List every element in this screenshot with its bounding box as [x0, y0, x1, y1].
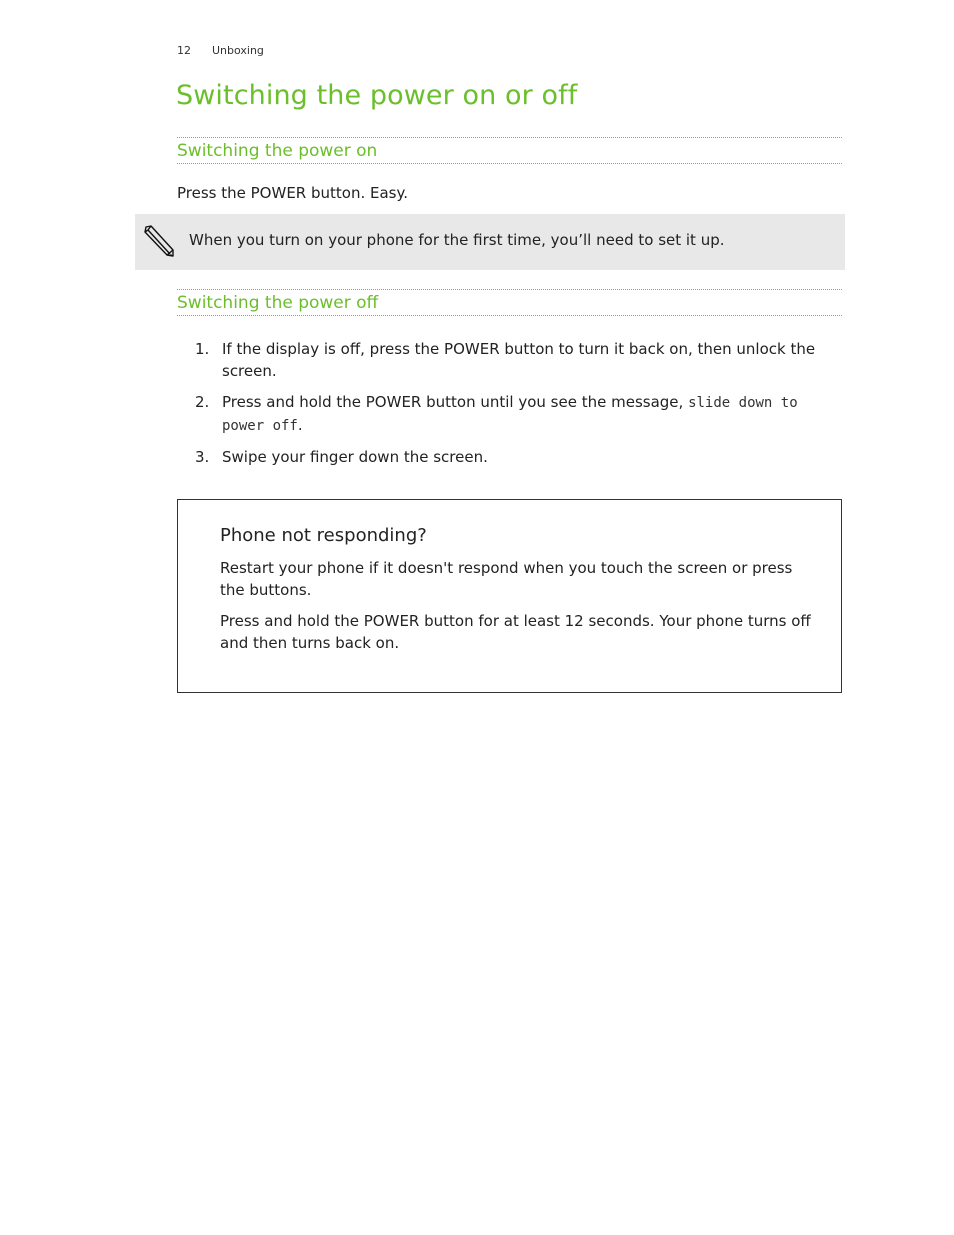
note-box — [135, 214, 845, 270]
page-title: Switching the power on or off — [176, 80, 578, 111]
power-on-instruction: Press the POWER button. Easy. — [177, 184, 408, 202]
step-text: Press and hold the POWER button until you see the message, — [222, 393, 689, 411]
note-text: When you turn on your phone for the first time, you’ll need to set it up. — [189, 231, 725, 249]
tip-paragraph: Press and hold the POWER button for at least 12 seconds. Your phone turns off and then turns back on. — [220, 612, 811, 652]
list-item — [177, 446, 842, 468]
step-text-end: . — [297, 416, 303, 434]
step-number: 1. — [195, 340, 210, 358]
step-text: Swipe your finger down the screen. — [222, 448, 488, 466]
tip-box — [177, 499, 842, 693]
power-off-steps — [177, 338, 842, 477]
step-number: 3. — [195, 448, 210, 466]
list-item — [177, 391, 842, 437]
code-message: slide down to power off — [222, 395, 798, 434]
chapter-name: Unboxing — [212, 44, 264, 57]
step-text: If the display is off, press the POWER button to turn it back on, then unlock the screen. — [222, 340, 816, 380]
section-heading-power-on: Switching the power on — [177, 137, 842, 164]
list-item — [177, 338, 842, 382]
section-heading-power-off: Switching the power off — [177, 289, 842, 316]
tip-title: Phone not responding? — [220, 525, 427, 546]
page-number: 12 — [177, 44, 191, 57]
tip-paragraph: Restart your phone if it doesn't respond when you touch the screen or press the buttons. — [220, 559, 793, 599]
step-number: 2. — [195, 393, 210, 411]
pencil-icon — [143, 224, 175, 258]
page-header — [177, 44, 264, 57]
